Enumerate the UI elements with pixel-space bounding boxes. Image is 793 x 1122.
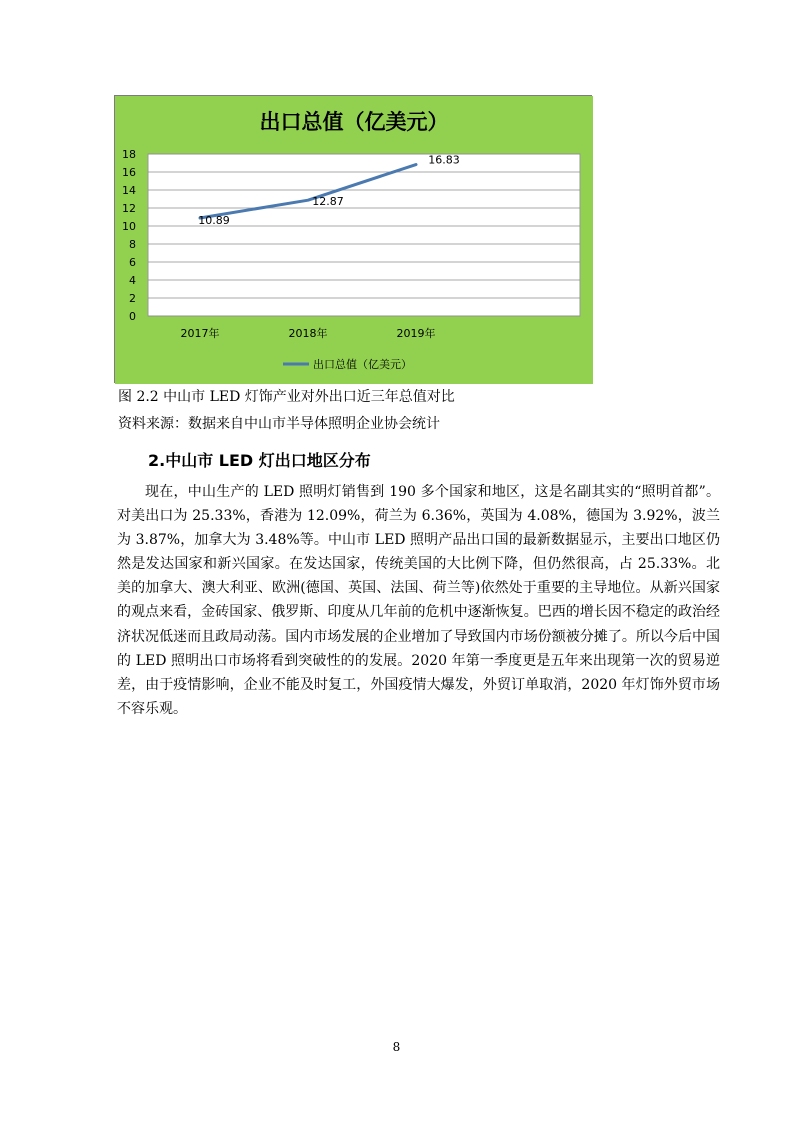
data-label: 10.89: [198, 213, 230, 227]
page-number: 8: [392, 1040, 401, 1054]
chart-title: 出口总值（亿美元）: [259, 110, 449, 134]
data-label: 16.83: [428, 153, 460, 167]
y-tick-label: 0: [129, 310, 136, 323]
x-tick-label: 2019年: [396, 327, 436, 340]
y-tick-label: 18: [122, 148, 136, 161]
body-paragraph: 现在，中山生产的 LED 照明灯销售到 190 多个国家和地区，这是名副其实的“照明首都”。对美出口为 25.33%，香港为 12.09%，荷兰为 6.36%，英国为 4.08%，德国为 3.92%，波兰为 3.87%，加拿大为 3.48%等。中山市 LED 照明产品出口国的最新数据显示，主要出口地区仍然是发达国家和新兴国家。在发达国家，传统美国的大比例下降，但仍然很高，占 25.33%。北美的加拿大、澳大利亚、欧洲(德国、英国、法国、荷兰等)依然处于重要的主导地位。从新兴国家的观点来看，金砖国家、俄罗斯、印度从几年前的危机中逐渐恢复。巴西的增长因不稳定的政治经济状况低迷而且政局动荡。国内市场发展的企业增加了导致国内市场份额被分摊了。所以今后中国的 LED 照明出口市场将看到突破性的的发展。2020 年第一季度更是五年来出现第一次的贸易逆差，由于疫情影响，企业不能及时复工，外国疫情大爆发，外贸订单取消，2020 年灯饰外贸市场不容乐观。: [117, 484, 720, 717]
y-tick-label: 2: [129, 292, 136, 305]
data-label: 12.87: [312, 195, 344, 209]
y-tick-label: 16: [122, 166, 136, 179]
y-tick-label: 8: [129, 238, 136, 251]
export-line-chart: [115, 96, 593, 384]
source-note: 资料来源：数据来自中山市半导体照明企业协会统计: [118, 416, 440, 432]
x-tick-label: 2017年: [180, 327, 220, 340]
x-tick-label: 2018年: [288, 327, 328, 340]
section-heading: 2.中山市 LED 灯出口地区分布: [148, 451, 371, 470]
y-tick-label: 10: [122, 220, 136, 233]
plot-area: [148, 154, 580, 316]
y-tick-label: 14: [122, 184, 136, 197]
figure-caption: 图 2.2 中山市 LED 灯饰产业对外出口近三年总值对比: [118, 389, 455, 405]
legend-label: 出口总值（亿美元）: [313, 358, 412, 371]
y-tick-label: 6: [129, 256, 136, 269]
y-tick-label: 4: [129, 274, 136, 287]
export-chart: [114, 95, 592, 383]
y-tick-label: 12: [122, 202, 136, 215]
